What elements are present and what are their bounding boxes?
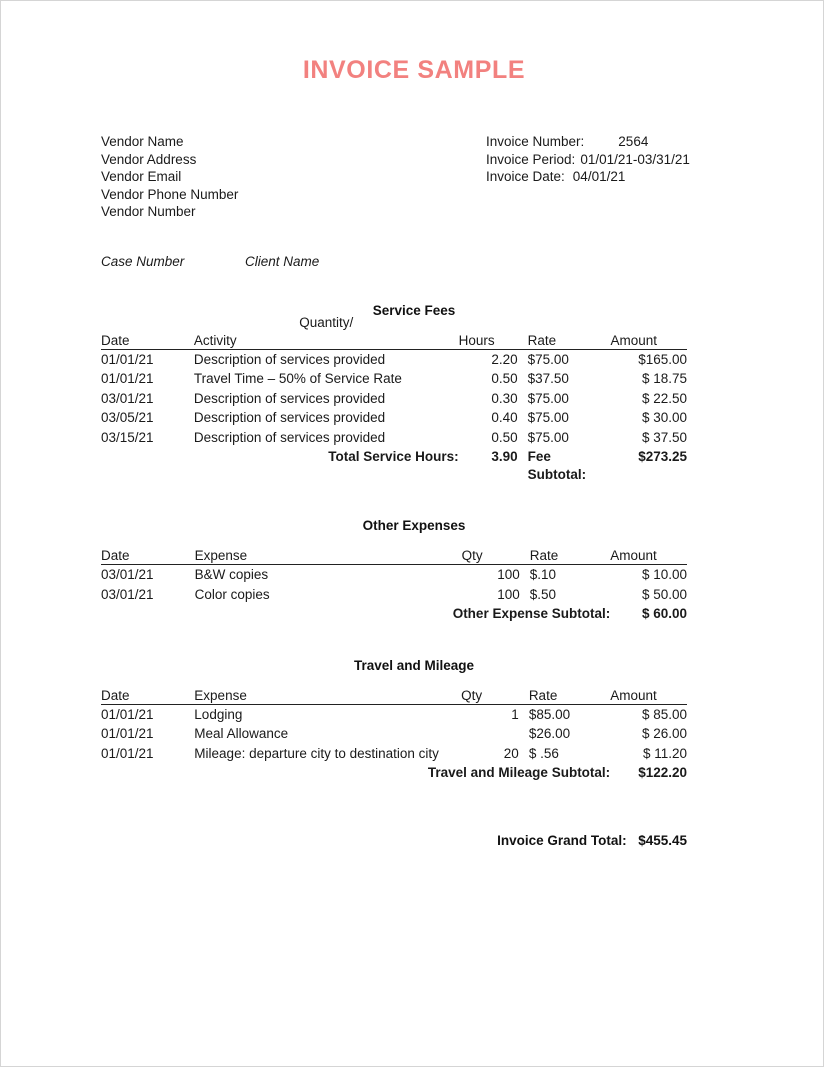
header-activity-label: Activity <box>193 332 237 348</box>
cell-date: 01/01/21 <box>101 351 154 367</box>
cell-date: 01/01/21 <box>101 706 154 722</box>
cell-hours: 0.50 <box>491 429 518 445</box>
header-date: Date <box>101 333 194 350</box>
header-qty: Qty <box>461 688 529 705</box>
cell-rate: $75.00 <box>527 429 569 445</box>
header-activity <box>193 314 459 350</box>
cell-hours: 0.40 <box>491 410 518 425</box>
travel-mileage-table <box>101 688 687 783</box>
vendor-line: Vendor Phone Number <box>101 186 239 202</box>
fee-subtotal-value: $273.25 <box>638 449 687 464</box>
invoice-date-label: Invoice Date: <box>486 169 565 184</box>
other-expense-subtotal-label: Other Expense Subtotal: <box>452 606 611 621</box>
vendor-line: Vendor Number <box>101 204 196 219</box>
invoice-sheet <box>101 1 727 848</box>
invoice-info-row <box>486 168 726 185</box>
cell-amount: $ 30.00 <box>641 410 687 425</box>
other-expenses-table <box>101 548 687 624</box>
cell-expense: Meal Allowance <box>194 726 289 741</box>
table-row <box>101 369 687 389</box>
cell-date: 03/01/21 <box>101 586 154 602</box>
grand-total-row <box>101 833 687 848</box>
cell-date: 03/01/21 <box>101 567 154 582</box>
other-expenses-section <box>101 518 727 624</box>
vendor-line: Vendor Name <box>101 134 184 149</box>
cell-date: 03/15/21 <box>101 429 154 445</box>
cell-rate: $75.00 <box>527 390 569 406</box>
header-amount: Amount <box>611 333 687 350</box>
cell-amount: $ 18.75 <box>641 371 687 386</box>
cell-rate: $75.00 <box>527 351 569 367</box>
page-title: INVOICE SAMPLE <box>302 56 526 84</box>
cell-rate: $85.00 <box>528 706 571 722</box>
vendor-block <box>101 133 486 221</box>
invoice-number-label: Invoice Number: <box>486 134 585 149</box>
cell-hours: 2.20 <box>491 351 518 367</box>
header-expense: Expense <box>195 548 462 565</box>
invoice-info-row <box>486 151 726 168</box>
table-row <box>101 724 687 744</box>
cell-activity: Description of services provided <box>193 390 386 406</box>
table-row <box>101 389 687 409</box>
cell-amount: $165.00 <box>638 351 687 367</box>
parties-block <box>101 133 727 221</box>
vendor-line: Vendor Address <box>101 151 197 167</box>
table-row <box>101 704 687 724</box>
service-fees-totals-row <box>101 447 687 484</box>
table-row <box>101 428 687 448</box>
invoice-period-label: Invoice Period: <box>486 151 576 167</box>
travel-mileage-section <box>101 658 727 783</box>
service-fees-title: Service Fees <box>372 302 456 318</box>
cell-rate: $.10 <box>529 567 557 582</box>
table-row <box>101 744 687 764</box>
cell-date: 01/01/21 <box>101 371 154 386</box>
other-expense-subtotal-value: $ 60.00 <box>641 606 687 621</box>
header-date: Date <box>101 688 194 705</box>
header-qty: Qty <box>462 548 530 565</box>
header-hours: Hours <box>459 333 528 350</box>
cell-qty: 100 <box>497 567 520 582</box>
cell-rate: $26.00 <box>528 726 571 741</box>
case-block <box>101 254 727 269</box>
total-hours-value: 3.90 <box>491 449 518 464</box>
cell-activity: Description of services provided <box>193 351 386 367</box>
cell-qty <box>461 724 529 744</box>
service-fees-table <box>101 314 687 485</box>
cell-expense: Mileage: departure city to destination city <box>194 745 439 761</box>
cell-rate: $37.50 <box>527 371 569 386</box>
invoice-info-block <box>486 133 726 221</box>
invoice-date-value: 04/01/21 <box>572 169 626 184</box>
header-rate: Rate <box>529 688 610 705</box>
header-amount: Amount <box>610 688 687 705</box>
travel-mileage-title: Travel and Mileage <box>353 657 475 673</box>
table-row <box>101 585 687 605</box>
service-fees-section <box>101 303 727 485</box>
invoice-info-row <box>486 133 726 150</box>
cell-date: 01/01/21 <box>101 745 154 761</box>
cell-amount: $ 10.00 <box>641 567 687 582</box>
cell-amount: $ 22.50 <box>641 390 687 406</box>
cell-amount: $ 26.00 <box>641 726 687 741</box>
cell-amount: $ 85.00 <box>641 706 687 722</box>
invoice-period-value: 01/01/21-03/31/21 <box>580 151 690 167</box>
cell-amount: $ 50.00 <box>641 586 687 602</box>
case-number: Case Number <box>101 253 185 269</box>
cell-rate: $ .56 <box>528 745 559 761</box>
cell-hours: 0.50 <box>491 371 518 386</box>
header-date: Date <box>101 548 195 565</box>
cell-rate: $.50 <box>529 586 557 602</box>
cell-hours: 0.30 <box>491 390 518 406</box>
cell-date: 03/01/21 <box>101 390 154 406</box>
table-row <box>101 349 687 369</box>
header-rate: Rate <box>528 333 611 350</box>
cell-date: 03/05/21 <box>101 410 154 425</box>
cell-activity: Description of services provided <box>193 429 386 445</box>
client-name: Client Name <box>245 253 320 269</box>
grand-total-label: Invoice Grand Total: <box>497 832 627 848</box>
table-row <box>101 565 687 585</box>
cell-expense: B&W copies <box>194 567 269 582</box>
other-expenses-title: Other Expenses <box>362 518 466 533</box>
travel-mileage-subtotal-value: $122.20 <box>638 765 687 780</box>
header-rate: Rate <box>530 548 610 565</box>
total-hours-label: Total Service Hours: <box>328 449 459 464</box>
cell-qty: 100 <box>497 586 520 602</box>
travel-mileage-totals-row <box>101 763 687 783</box>
cell-qty: 1 <box>511 706 519 722</box>
cell-expense: Lodging <box>194 706 243 722</box>
cell-activity: Travel Time – 50% of Service Rate <box>193 371 402 386</box>
vendor-line: Vendor Email <box>101 169 182 184</box>
invoice-number-value: 2564 <box>618 134 649 149</box>
header-quantity: Quantity/ <box>299 314 354 330</box>
cell-expense: Color copies <box>194 586 270 602</box>
cell-qty: 20 <box>503 745 519 761</box>
header-amount: Amount <box>610 548 687 565</box>
cell-rate: $75.00 <box>527 410 569 425</box>
header-expense: Expense <box>194 688 461 705</box>
fee-subtotal-label: Fee Subtotal: <box>527 449 587 482</box>
cell-amount: $ 37.50 <box>641 429 687 445</box>
cell-date: 01/01/21 <box>101 726 154 741</box>
grand-total-value: $455.45 <box>638 832 687 848</box>
cell-amount: $ 11.20 <box>642 745 687 761</box>
travel-mileage-subtotal-label: Travel and Mileage Subtotal: <box>427 765 611 780</box>
table-row <box>101 408 687 428</box>
cell-activity: Description of services provided <box>193 410 386 425</box>
other-expenses-totals-row <box>101 604 687 624</box>
